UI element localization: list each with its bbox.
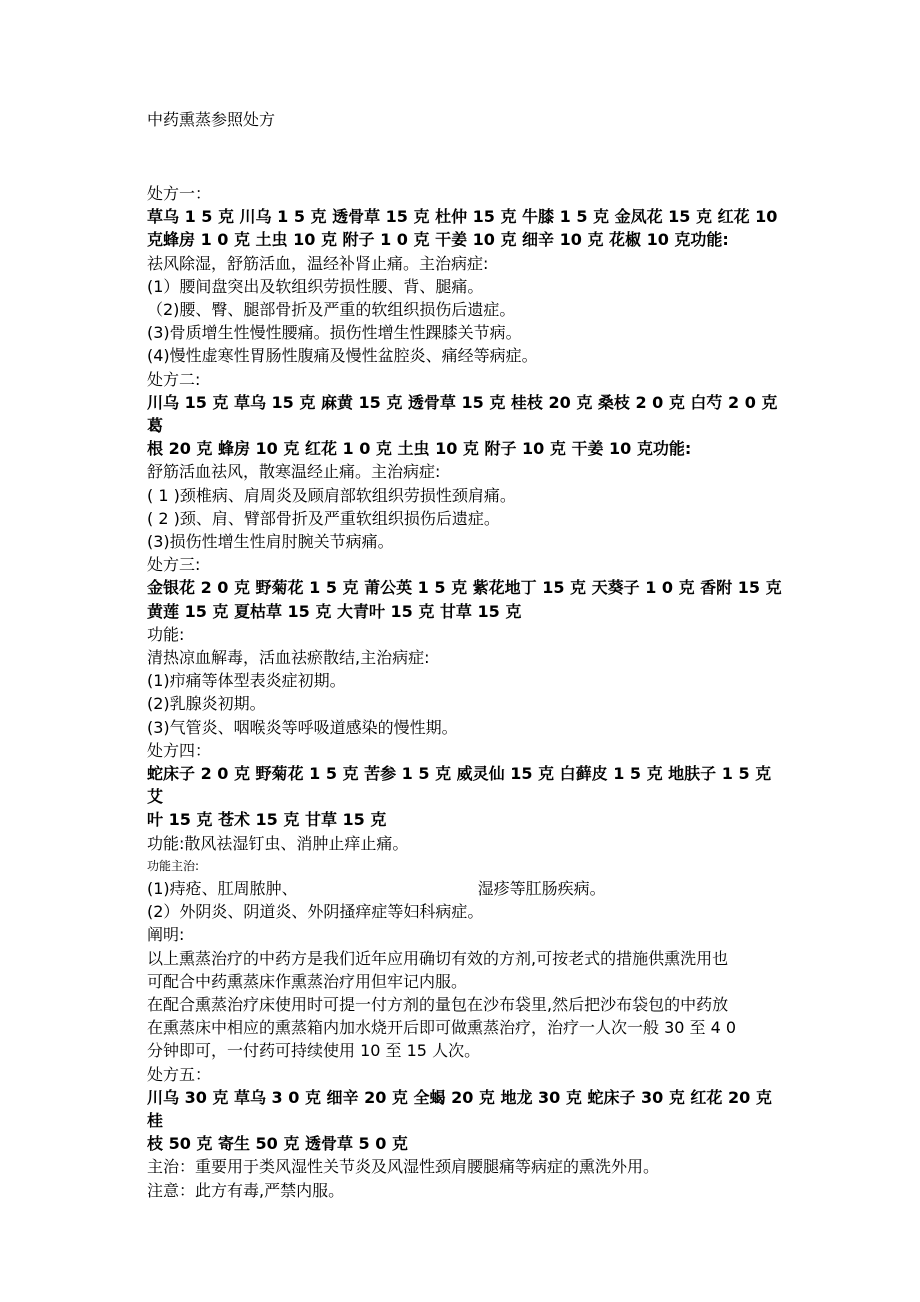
line-prescription-3-heading: 处方三: — [147, 555, 201, 575]
line-p1-item-3: (3)骨质增生性慢性腰痛。损伤性增生性踝膝关节病。 — [147, 323, 522, 343]
line-p1-herbs-a: 草乌 1 5 克 川乌 1 5 克 透骨草 15 克 杜仲 15 克 牛膝 1 5 克 金凤花 15 克 红花 10 — [147, 207, 778, 227]
line-p2-item-3: (3)损伤性增生性肩肘腕关节病痛。 — [147, 532, 394, 552]
line-p3-item-2: (2)乳腺炎初期。 — [147, 694, 266, 714]
line-p4-function: 功能:散风祛湿钉虫、消肿止痒止痛。 — [147, 833, 409, 853]
line-p4-herbs-a: 蛇床子 2 0 克 野菊花 1 5 克 苦参 1 5 克 威灵仙 15 克 白藓皮 1 5 克 地肤子 1 5 克艾 — [147, 764, 772, 807]
line-p4-herbs-b: 叶 15 克 苍术 15 克 甘草 15 克 — [147, 810, 387, 830]
line-p1-item-4: (4)慢性虚寒性胃肠性腹痛及慢性盆腔炎、痛经等病症。 — [147, 346, 538, 366]
line-p3-item-3: (3)气管炎、咽喉炎等呼吸道感染的慢性期。 — [147, 717, 458, 737]
line-p4-item-1 — [147, 877, 787, 900]
line-p2-herbs-a: 川乌 15 克 草乌 15 克 麻黄 15 克 透骨草 15 克 桂枝 20 克 桑枝 2 0 克 白芍 2 0 克葛 — [147, 392, 778, 436]
line-note-a: 以上熏蒸治疗的中药方是我们近年应用确切有效的方剂,可按老式的措施供熏洗用也 — [147, 948, 729, 968]
line-p4-item-2: (2）外阴炎、阴道炎、外阴搔痒症等妇科病症。 — [147, 902, 484, 922]
line-prescription-5-heading: 处方五： — [147, 1064, 212, 1084]
line-p1-function: 祛风除湿，舒筋活血，温经补肾止痛。主治病症: — [147, 253, 489, 273]
line-note-e: 分钟即可，一付药可持续使用 10 至 15 人次。 — [147, 1041, 481, 1061]
document-title: 中药熏蒸参照处方 — [147, 110, 276, 129]
line-prescription-4-heading: 处方四： — [147, 740, 212, 760]
line-p1-item-2: （2)腰、臀、腿部骨折及严重的软组织损伤后遗症。 — [147, 300, 516, 320]
line-prescription-1-heading: 处方一： — [147, 184, 212, 203]
line-p3-function-label: 功能: — [147, 624, 185, 644]
line-p3-herbs-b: 黄莲 15 克 夏枯草 15 克 大青叶 15 克 甘草 15 克 — [147, 601, 522, 621]
line-p4-item-1-left: (1)痔疮、肛周脓肿、 — [147, 878, 298, 898]
document-page — [147, 108, 787, 1202]
line-p5-herbs-a: 川乌 30 克 草乌 3 0 克 细辛 20 克 全蝎 20 克 地龙 30 克 蛇床子 30 克 红花 20 克桂 — [147, 1087, 772, 1130]
line-note-c: 在配合熏蒸治疗床使用时可提一付方剂的量包在沙布袋里,然后把沙布袋包的中药放 — [147, 994, 729, 1014]
line-p4-indication-label: 功能主治: — [147, 858, 200, 873]
line-p5-herbs-b: 枝 50 克 寄生 50 克 透骨草 5 0 克 — [147, 1134, 408, 1154]
line-note-heading: 阐明: — [147, 925, 185, 945]
line-p2-item-2: ( 2 )颈、肩、臂部骨折及严重软组织损伤后遗症。 — [147, 508, 500, 528]
line-p2-function: 舒筋活血祛风，散寒温经止痛。主治病症: — [147, 462, 441, 482]
line-p5-warning: 注意：此方有毒,严禁内服。 — [147, 1180, 345, 1200]
line-prescription-2-heading: 处方二: — [147, 369, 201, 389]
line-p2-item-1: ( 1 )颈椎病、肩周炎及顾肩部软组织劳损性颈肩痛。 — [147, 485, 516, 505]
line-p1-herbs-b: 克蜂房 1 0 克 土虫 10 克 附子 1 0 克 干姜 10 克 细辛 10 克 花椒 10 克功能: — [147, 230, 729, 250]
line-p4-item-1-right: 湿疹等肛肠疾病。 — [477, 878, 606, 898]
line-p5-indication: 主治：重要用于类风湿性关节炎及风湿性颈肩腰腿痛等病症的熏洗外用。 — [147, 1157, 660, 1177]
line-p3-function: 清热凉血解毒，活血祛瘀散结,主治病症: — [147, 648, 430, 668]
line-p1-item-1: (1）腰间盘突出及软组织劳损性腰、背、腿痛。 — [147, 276, 484, 296]
line-p3-herbs-a: 金银花 2 0 克 野菊花 1 5 克 莆公英 1 5 克 紫花地丁 15 克 天葵子 1 0 克 香附 15 克 — [147, 578, 782, 598]
line-p3-item-1: (1)疖痛等体型表炎症初期。 — [147, 671, 346, 691]
line-note-d: 在熏蒸床中相应的熏蒸箱内加水烧开后即可做熏蒸治疗，治疗一人次一般 30 至 4 0 — [147, 1018, 737, 1038]
body-block-1 — [147, 182, 787, 855]
line-p2-herbs-b: 根 20 克 蜂房 10 克 红花 1 0 克 土虫 10 克 附子 10 克 干姜 10 克功能: — [147, 439, 692, 459]
line-note-b: 可配合中药熏蒸床作熏蒸治疗用但牢记内服。 — [147, 971, 468, 991]
body-block-2 — [147, 900, 787, 1202]
spacer — [147, 132, 787, 182]
